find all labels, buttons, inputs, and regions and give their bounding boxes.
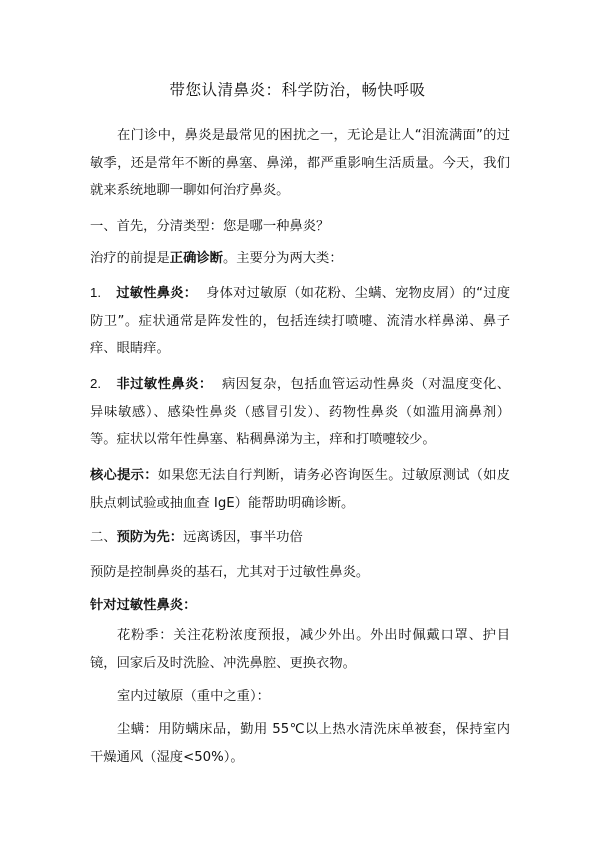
tip-label: 核心提示：: [90, 468, 158, 483]
allergic-subheading: 针对过敏性鼻炎：: [90, 598, 197, 613]
section1-heading: 一、首先，分清类型：您是哪一种鼻炎？: [90, 219, 330, 234]
lead-bold: 正确诊断: [169, 251, 223, 266]
list-item-allergic: [90, 279, 510, 363]
indoor-heading: 室内过敏原（重中之重）：: [117, 689, 270, 704]
list-term: 过敏性鼻炎：: [116, 286, 198, 301]
pollen-paragraph: 花粉季：关注花粉浓度预报，减少外出。外出时佩戴口罩、护目镜，回家后及时洗脸、冲洗鼻腔、更换衣物。: [90, 628, 510, 671]
section2-lead: 预防是控制鼻炎的基石，尤其对于过敏性鼻炎。: [90, 565, 370, 580]
list-number: 1.: [90, 285, 102, 300]
list-text: 病因复杂，包括血管运动性鼻炎（对温度变化、异味敏感）、感染性鼻炎（感冒引发）、药物性鼻炎（如滥用滴鼻剂）等。症状以常年性鼻塞、粘稠鼻涕为主，痒和打喷嚏较少。: [90, 377, 510, 447]
lead-suffix: 。主要分为两大类：: [222, 251, 343, 266]
list-item-nonallergic: [90, 370, 510, 454]
lead-prefix: 治疗的前提是: [90, 251, 170, 266]
intro-paragraph: 在门诊中，鼻炎是最常见的困扰之一，无论是让人“泪流满面”的过敏季，还是常年不断的鼻塞、鼻涕，都严重影响生活质量。今天，我们就来系统地聊一聊如何治疗鼻炎。: [90, 128, 510, 198]
mites-paragraph: 尘螨：用防螨床品，勤用 55℃以上热水清洗床单被套，保持室内干燥通风（湿度<50%）。: [90, 722, 510, 765]
section2-heading-prefix: 二、: [90, 530, 117, 545]
list-text: 身体对过敏原（如花粉、尘螨、宠物皮屑）的“过度防卫”。症状通常是阵发性的，包括连续打喷嚏、流清水样鼻涕、鼻子痒、眼睛痒。: [90, 286, 511, 356]
list-number: 2.: [90, 376, 102, 391]
section1-lead: [90, 245, 510, 273]
section2-heading: [90, 524, 510, 552]
section2-heading-bold: 预防为先：: [116, 530, 184, 545]
key-tip: [90, 462, 510, 517]
tip-text: 如果您无法自行判断，请务必咨询医生。过敏原测试（如皮肤点刺试验或抽血查 IgE）能帮助明确诊断。: [90, 468, 511, 511]
list-term: 非过敏性鼻炎：: [116, 377, 213, 392]
section2-heading-suffix: 远离诱因，事半功倍: [183, 530, 303, 545]
page-title: 带您认清鼻炎：科学防治，畅快呼吸: [169, 81, 426, 99]
